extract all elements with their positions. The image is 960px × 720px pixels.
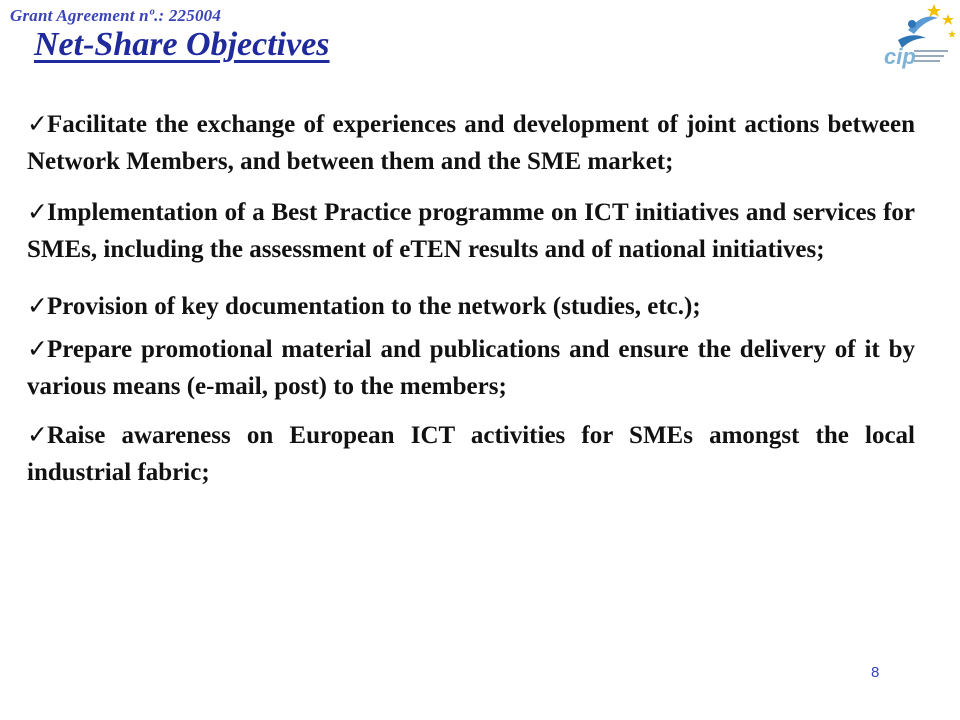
check-icon: ✓ <box>27 199 48 226</box>
list-item: ✓Implementation of a Best Practice programme on ICT initiatives and services for SMEs, including the assessment of eTEN results and of national initiatives; <box>27 194 915 268</box>
check-icon: ✓ <box>27 111 48 138</box>
list-item: ✓Prepare promotional material and publications and ensure the delivery of it by various means (e-mail, post) to the members; <box>27 331 915 405</box>
list-item: ✓Provision of key documentation to the network (studies, etc.); <box>27 288 915 325</box>
page-number: 8 <box>871 664 880 681</box>
objectives-list <box>27 106 915 503</box>
check-icon: ✓ <box>27 422 48 449</box>
grant-agreement-label: Grant Agreement nº.: 225004 <box>10 6 222 25</box>
check-icon: ✓ <box>27 336 48 363</box>
list-item: ✓Raise awareness on European ICT activities for SMEs amongst the local industrial fabric; <box>27 417 915 491</box>
check-icon: ✓ <box>27 293 48 320</box>
slide-title: Net-Share Objectives <box>34 26 330 63</box>
list-item: ✓Facilitate the exchange of experiences and development of joint actions between Network Members, and between them and the SME market; <box>27 106 915 180</box>
cip-logo-text: cip <box>884 44 916 69</box>
